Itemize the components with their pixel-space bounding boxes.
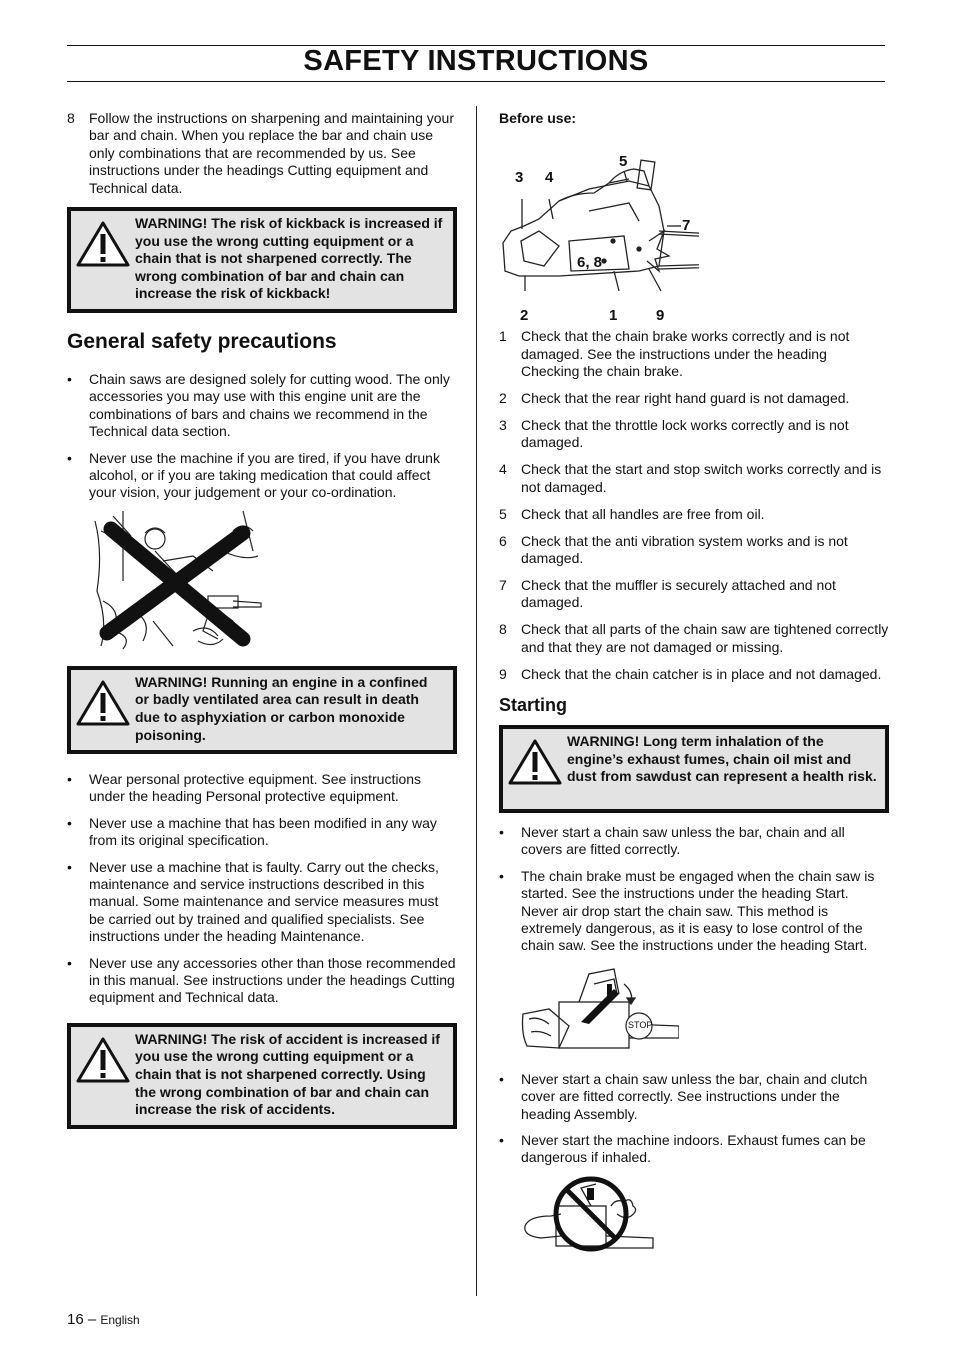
- bullet-item: • Never use a machine that has been modified in any way from its original specification.: [67, 815, 457, 850]
- page-number: 16 –: [67, 1311, 97, 1328]
- column-divider: [476, 106, 477, 1296]
- diagram-label-4: 4: [545, 169, 554, 187]
- list-item: [499, 461, 889, 496]
- bullet-text: Chain saws are designed solely for cutting wood. The only accessories you may use with this engine unit are the combinations of bars and chains we recommend in the Technical data section.: [89, 371, 450, 440]
- warning-text: WARNING! The risk of accident is increased if you use the wrong cutting equipment or a chain that is not sharpened correctly. Using the wrong combination of bar and chain can increase the risk of accidents.: [135, 1030, 440, 1118]
- warning-triangle-icon: [75, 220, 135, 273]
- item-number: 6: [499, 532, 507, 549]
- section-heading-general-safety: General safety precautions: [67, 330, 337, 354]
- list-item: [499, 621, 889, 656]
- warning-text: WARNING! Long term inhalation of the engine’s exhaust fumes, chain oil mist and dust from sawdust can represent a health risk.: [567, 732, 877, 785]
- bullet-text: Never use the machine if you are tired, if you have drunk alcohol, or if you are taking medication that could affect your vision, your judgement or your co-ordination.: [89, 449, 440, 501]
- diagram-label-5: 5: [619, 153, 628, 171]
- list-item: [499, 577, 889, 612]
- bullet-item: • Never start a chain saw unless the bar, chain and all covers are fitted correctly.: [499, 824, 889, 859]
- page-title: SAFETY INSTRUCTIONS: [303, 45, 649, 77]
- warning-triangle-icon: [507, 738, 567, 791]
- item-number: 1: [499, 328, 507, 345]
- item-text: Check that the rear right hand guard is not damaged.: [521, 390, 850, 407]
- bullet-text: Never start the machine indoors. Exhaust fumes can be dangerous if inhaled.: [521, 1131, 866, 1166]
- item-text: Check that the throttle lock works correctly and is not damaged.: [521, 417, 849, 451]
- warning-triangle-icon: [75, 679, 135, 732]
- diagram-label-3: 3: [515, 169, 524, 187]
- bullet-text: Never use any accessories other than those recommended in this manual. See instructions under the headings Cutting equipment and Technical data.: [89, 954, 456, 1006]
- no-tired-operator-illustration: [93, 511, 263, 651]
- stop-label: STOP: [628, 1019, 653, 1030]
- item-text: Check that the anti vibration system works and is not damaged.: [521, 532, 848, 566]
- diagram-label-2: 2: [520, 307, 529, 325]
- section-heading-starting: Starting: [499, 694, 568, 715]
- warning-box-exhaust: [499, 725, 889, 813]
- item-number: 9: [499, 665, 507, 682]
- item-text: Check that the start and stop switch works correctly and is not damaged.: [521, 461, 882, 495]
- chainsaw-start-drawing: [519, 964, 679, 1054]
- item-number: 8: [67, 110, 75, 126]
- diagram-label-9: 9: [656, 307, 665, 325]
- warning-box-accident: [67, 1023, 457, 1129]
- item-text: Check that all parts of the chain saw are tightened correctly and that they are not damaged or missing.: [521, 621, 889, 655]
- bullet-item: • The chain brake must be engaged when the chain saw is started. See the instructions under the heading Start. Never air drop start the chain saw. This method is extremely dangerous, as it is easy to lose control of the chain saw. See the instructions under the heading Start.: [499, 868, 889, 955]
- page-footer: [67, 1311, 140, 1328]
- list-item: [67, 110, 457, 197]
- chainsaw-diagram: [499, 131, 699, 325]
- bullet-item: • Never use the machine if you are tired, if you have drunk alcohol, or if you are taking medication that could affect your vision, your judgement or your co-ordination.: [67, 450, 457, 502]
- chain-brake-start-illustration: [519, 964, 679, 1054]
- list-item: [499, 666, 889, 683]
- item-number: 3: [499, 417, 507, 434]
- bullet-item: • Chain saws are designed solely for cutting wood. The only accessories you may use with this engine unit are the combinations of bars and chains we recommend in the Technical data section.: [67, 371, 457, 441]
- warning-box-kickback: [67, 207, 457, 313]
- list-item: [499, 390, 889, 407]
- diagram-label-7: 7: [682, 217, 691, 235]
- bullet-item: • Wear personal protective equipment. See instructions under the heading Personal protective equipment.: [67, 771, 457, 806]
- bullet-text: Never use a machine that is faulty. Carry out the checks, maintenance and service instructions described in this manual. Some maintenance and service measures must be carried out by trained and qualified specialists. See instructions under the heading Maintenance.: [89, 858, 439, 945]
- bullet-text: The chain brake must be engaged when the chain saw is started. See the instructions under the heading Start. Never air drop start the chain saw. This method is extremely dangerous, as it is easy to lose control of the chain saw. See the instructions under the heading Start.: [521, 867, 875, 954]
- list-item: [499, 506, 889, 523]
- item-number: 7: [499, 576, 507, 593]
- no-indoor-start-illustration: [521, 1176, 657, 1260]
- right-column: [499, 110, 889, 1260]
- bullet-text: Wear personal protective equipment. See instructions under the heading Personal protective equipment.: [89, 770, 422, 805]
- list-item: [499, 417, 889, 452]
- item-number: 8: [499, 621, 507, 638]
- title-bottom-rule: [67, 81, 885, 82]
- warning-text: WARNING! The risk of kickback is increased if you use the wrong cutting equipment or a chain that is not sharpened correctly. The wrong combination of bar and chain can increase the risk of kickback!: [135, 215, 443, 302]
- bullet-item: • Never use a machine that is faulty. Carry out the checks, maintenance and service instructions described in this manual. Some maintenance and service measures must be carried out by trained and qualified specialists. See instructions under the heading Maintenance.: [67, 859, 457, 946]
- item-number: 4: [499, 461, 507, 478]
- checks-list: [499, 328, 889, 683]
- chainsaw-drawing: [499, 131, 699, 313]
- bullet-item: • Never start a chain saw unless the bar, chain and clutch cover are fitted correctly. See instructions under the heading Assembly.: [499, 1071, 889, 1123]
- bullet-item: • Never start the machine indoors. Exhaust fumes can be dangerous if inhaled.: [499, 1132, 889, 1167]
- item-number: 2: [499, 390, 507, 407]
- footer-language: English: [100, 1313, 140, 1327]
- left-column: [67, 110, 457, 1129]
- item-text: Check that all handles are free from oil.: [521, 505, 765, 522]
- before-use-heading: Before use:: [499, 110, 577, 126]
- warning-text: WARNING! Running an engine in a confined or badly ventilated area can result in death due to asphyxiation or carbon monoxide poisoning.: [135, 673, 428, 743]
- item-number: 5: [499, 505, 507, 522]
- bullet-text: Never use a machine that has been modified in any way from its original specification.: [89, 814, 437, 849]
- bullet-text: Never start a chain saw unless the bar, chain and all covers are fitted correctly.: [521, 823, 845, 858]
- bullet-item: • Never use any accessories other than those recommended in this manual. See instructions under the headings Cutting equipment and Technical data.: [67, 954, 456, 1006]
- item-text: Check that the chain brake works correctly and is not damaged. See the instructions under the heading Checking the chain brake.: [521, 328, 850, 380]
- warning-box-confined-area: [67, 666, 457, 754]
- bullet-text: Never start a chain saw unless the bar, chain and clutch cover are fitted correctly. See instructions under the heading Assembly.: [521, 1070, 868, 1122]
- item-text: Follow the instructions on sharpening and maintaining your bar and chain. When you replace the bar and chain use only combinations that are recommended by us. See instructions under the headings Cutting equipment and Technical data.: [89, 110, 454, 196]
- item-text: Check that the muffler is securely attached and not damaged.: [521, 576, 836, 611]
- diagram-label-1: 1: [609, 307, 618, 325]
- warning-triangle-icon: [75, 1036, 135, 1089]
- diagram-label-6-8: 6, 8: [577, 254, 603, 272]
- list-item: [499, 533, 889, 568]
- item-text: Check that the chain catcher is in place and not damaged.: [521, 665, 882, 682]
- list-item: [499, 328, 889, 380]
